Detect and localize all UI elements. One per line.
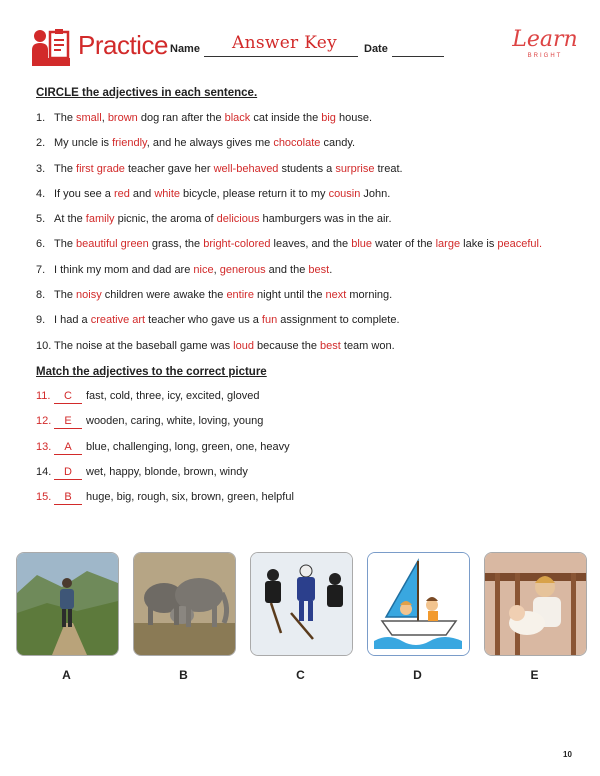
sentence-text: bicycle, please return it to my [180, 187, 329, 200]
sentence-text: grass, the [148, 238, 204, 251]
adjective-word[interactable]: black [224, 112, 251, 124]
practice-title: Practice [78, 30, 168, 60]
sentence-text: assignment to complete. [277, 314, 400, 327]
sentence-text: and [129, 187, 155, 200]
sentence-text: . [329, 263, 333, 276]
sentence-text: hamburgers was in the air. [259, 213, 392, 226]
sentence-number: 4. [36, 187, 46, 200]
adjective-word[interactable]: brown [107, 112, 138, 124]
adjective-word[interactable]: chocolate [273, 137, 321, 150]
adjective-word[interactable]: noisy [76, 289, 102, 302]
adjective-word[interactable]: bright-colored [203, 238, 271, 251]
sentence-text: treat. [374, 162, 403, 175]
adjective-word[interactable]: red [113, 187, 130, 200]
answer-blank[interactable]: D [54, 466, 82, 480]
sentence-item [36, 283, 576, 308]
picture-d [367, 552, 470, 656]
baby-crib-photo-icon [485, 553, 586, 655]
learn-bright-logo [508, 28, 582, 68]
adjective-word[interactable]: beautiful green [76, 238, 149, 251]
name-field[interactable] [204, 56, 358, 57]
adjective-word[interactable]: fun [261, 314, 278, 327]
name-label: Name [170, 43, 200, 55]
sentence-text: The [54, 238, 77, 251]
adjective-word[interactable]: large [435, 238, 461, 251]
match-number: 13. [36, 440, 52, 453]
answer-key-label: Answer Key [232, 33, 337, 53]
logo-word: Learn [512, 27, 578, 52]
match-adjectives-heading: Match the adjectives to the correct picture [36, 366, 267, 378]
answer-blank[interactable]: B [54, 491, 82, 505]
hiker-photo-icon [17, 553, 118, 655]
sentence-item [36, 334, 576, 359]
sentence-text: candy. [320, 137, 356, 150]
sentence-text: At the [54, 213, 86, 226]
picture-label-c: C [296, 668, 305, 682]
sentence-item [36, 232, 576, 257]
practice-clipboard-icon [30, 24, 74, 68]
picture-a [16, 552, 119, 656]
sentence-text: cat inside the [250, 112, 322, 124]
date-field[interactable] [392, 56, 444, 57]
match-number: 12. [36, 415, 52, 428]
match-number: 11. [36, 390, 51, 402]
answer-blank[interactable]: C [54, 390, 82, 404]
adjective-word[interactable]: delicious [216, 213, 260, 226]
circle-adjectives-heading: CIRCLE the adjectives in each sentence. [36, 87, 258, 99]
adjective-word[interactable]: blue [351, 238, 373, 251]
sentence-number: 10. [36, 339, 52, 352]
sentence-text: students a [278, 162, 336, 175]
worksheet-header [0, 0, 600, 80]
logo-subtext: BRIGHT [527, 53, 563, 59]
answer-blank[interactable]: A [54, 441, 82, 455]
picture-label-a: A [62, 668, 71, 682]
sentence-text: children were awake the [101, 289, 227, 302]
sentence-number: 9. [36, 314, 46, 327]
sailboat-cartoon-icon [368, 553, 469, 655]
sentence-text: lake is [460, 238, 498, 251]
match-item [36, 435, 436, 460]
hockey-photo-icon [251, 553, 352, 655]
date-label: Date [364, 43, 388, 55]
picture-row [14, 552, 594, 692]
adjective-word[interactable]: generous [219, 263, 266, 276]
sentence-text: The [54, 289, 77, 302]
match-number: 15. [36, 491, 52, 504]
adjective-word[interactable]: best [320, 339, 341, 352]
adjective-word[interactable]: small [76, 112, 102, 124]
adjective-word[interactable]: peaceful. [497, 238, 543, 251]
match-adjectives-text: blue, challenging, long, green, one, heavy [86, 440, 290, 453]
sentence-text: teacher gave her [124, 162, 214, 175]
adjective-word[interactable]: big [321, 112, 336, 124]
sentence-number: 3. [36, 162, 46, 175]
match-item [36, 384, 436, 409]
sentence-text: The [54, 162, 77, 175]
sentence-number: 2. [36, 137, 46, 150]
adjective-word[interactable]: loud [233, 339, 254, 352]
adjective-word[interactable]: cousin [328, 187, 361, 200]
adjective-word[interactable]: well-behaved [213, 162, 279, 175]
sentence-number: 5. [36, 213, 46, 226]
picture-label-d: D [413, 668, 422, 682]
sentence-text: The noise at the baseball game was [54, 339, 234, 352]
sentence-text: If you see a [54, 187, 114, 200]
match-item [36, 460, 436, 485]
sentence-text: teacher who gave us a [145, 314, 262, 327]
picture-c [250, 552, 353, 656]
picture-label-b: B [179, 668, 188, 682]
sentence-text: house. [335, 112, 373, 124]
adjective-word[interactable]: family [85, 213, 115, 226]
sentence-number: 6. [36, 238, 46, 251]
sentence-text: night until the [253, 289, 326, 302]
match-adjectives-text: wet, happy, blonde, brown, windy [86, 465, 248, 478]
adjective-word[interactable]: next [325, 289, 347, 302]
sentence-text: The [54, 112, 77, 124]
sentence-text: team won. [340, 339, 395, 352]
sentence-text: My uncle is [54, 137, 113, 150]
sentence-text: leaves, and the [270, 238, 352, 251]
adjective-word[interactable]: best [308, 263, 330, 276]
sentence-text: I think my mom and dad are [54, 263, 194, 276]
sentence-item [36, 157, 576, 182]
adjective-word[interactable]: nice [193, 263, 214, 276]
picture-label-e: E [530, 668, 539, 682]
sentence-text: , [213, 263, 220, 276]
match-item [36, 485, 436, 510]
match-adjectives-text: huge, big, rough, six, brown, green, helpful [86, 491, 294, 504]
sentence-item [36, 182, 576, 207]
sentence-text: morning. [346, 289, 393, 302]
sentence-text: and the [265, 263, 309, 276]
sentence-text: , and he always gives me [146, 137, 274, 150]
sentence-text: water of the [372, 238, 436, 251]
sentence-item [36, 106, 576, 131]
match-list [36, 384, 436, 510]
sentence-text: because the [253, 339, 321, 352]
sentence-text: dog ran after the [137, 112, 225, 124]
sentence-number: 7. [36, 263, 46, 276]
picture-b [133, 552, 236, 656]
sentence-item [36, 131, 576, 156]
match-adjectives-text: wooden, caring, white, loving, young [86, 415, 264, 428]
sentence-number: 1. [36, 112, 46, 124]
adjective-word[interactable]: creative art [90, 314, 146, 327]
adjective-word[interactable]: entire [226, 289, 254, 302]
elephants-photo-icon [134, 553, 235, 655]
sentence-item [36, 308, 576, 333]
sentence-item [36, 258, 576, 283]
page-number: 10 [563, 750, 572, 759]
sentence-list [36, 106, 576, 359]
sentence-number: 8. [36, 289, 46, 302]
sentence-item [36, 207, 576, 232]
sentence-text: picnic, the aroma of [114, 213, 217, 226]
match-adjectives-text: fast, cold, three, icy, excited, gloved [86, 390, 260, 402]
match-number: 14. [36, 465, 52, 478]
answer-blank[interactable]: E [54, 415, 82, 429]
picture-e [484, 552, 587, 656]
sentence-text: I had a [54, 314, 91, 327]
sentence-text: , [101, 112, 108, 124]
sentence-text: John. [360, 187, 391, 200]
adjective-word[interactable]: white [154, 187, 180, 200]
adjective-word[interactable]: surprise [335, 162, 375, 175]
adjective-word[interactable]: first grade [76, 162, 125, 175]
adjective-word[interactable]: friendly [112, 137, 147, 150]
match-item [36, 409, 436, 434]
